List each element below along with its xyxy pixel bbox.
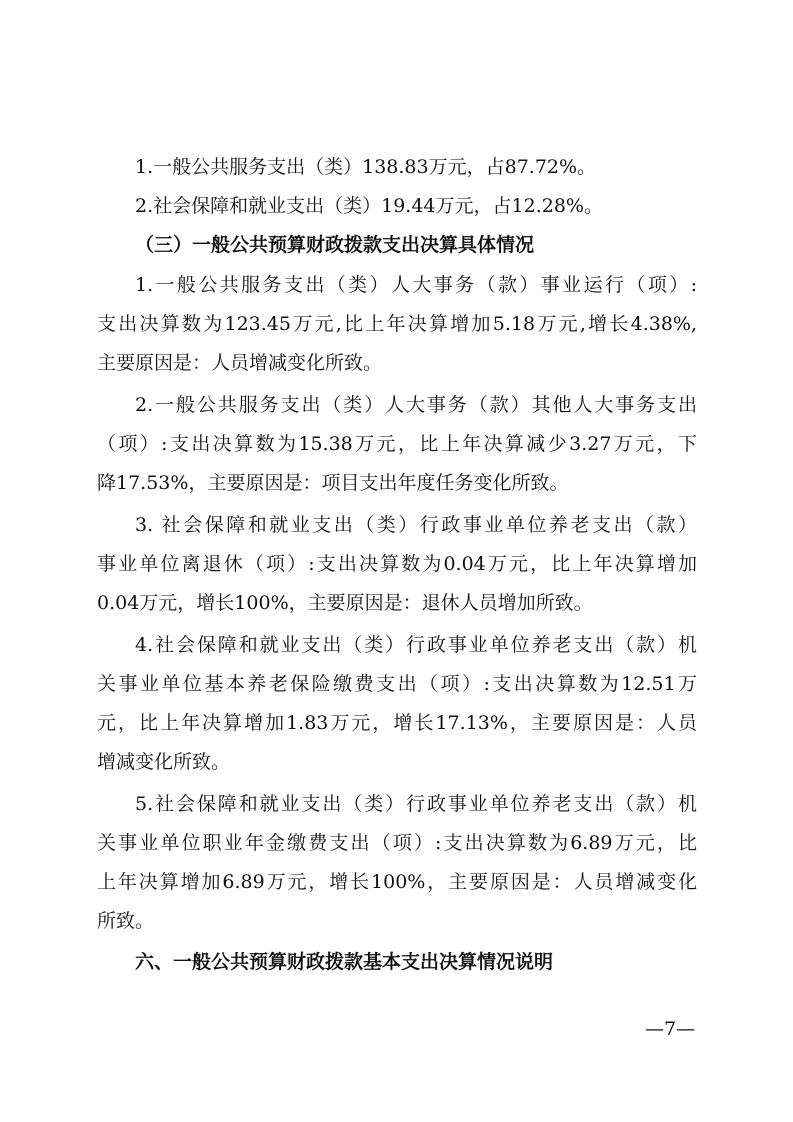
paragraph-line: （项）:支出决算数为15.38万元，比上年决算减少3.27万元，下 <box>97 433 697 455</box>
expenditure-item-social-security: 2.社会保障和就业支出（类）19.44万元，占12.28%。 <box>135 195 603 217</box>
expenditure-item-general-public-services: 1.一般公共服务支出（类）138.83万元，占87.72%。 <box>135 156 597 178</box>
paragraph-line: 增减变化所致。 <box>97 751 231 773</box>
section-heading-basic-expenditure: 六、一般公共预算财政拨款基本支出决算情况说明 <box>135 951 554 973</box>
paragraph-line: 上年决算增加6.89万元，增长100%，主要原因是：人员增减变化 <box>97 871 697 893</box>
paragraph-line: 4.社会保障和就业支出（类）行政事业单位养老支出（款）机 <box>135 634 697 656</box>
paragraph-line: 关事业单位职业年金缴费支出（项）:支出决算数为6.89万元，比 <box>97 832 697 854</box>
paragraph-line: 5.社会保障和就业支出（类）行政事业单位养老支出（款）机 <box>135 793 697 815</box>
paragraph-line: 主要原因是：人员增减变化所致。 <box>97 352 383 374</box>
paragraph-line: 关事业单位基本养老保险缴费支出（项）:支出决算数为12.51万 <box>97 673 697 695</box>
paragraph-line: 支出决算数为123.45万元,比上年决算增加5.18万元,增长4.38%, <box>97 313 697 335</box>
paragraph-line: 3. 社会保障和就业支出（类）行政事业单位养老支出（款） <box>135 514 697 536</box>
paragraph-line: 降17.53%，主要原因是：项目支出年度任务变化所致。 <box>97 472 569 494</box>
subheading-specific-details: （三）一般公共预算财政拨款支出决算具体情况 <box>135 234 535 256</box>
paragraph-line: 所致。 <box>97 910 155 932</box>
page-number: —7— <box>645 1018 696 1040</box>
paragraph-line: 0.04万元，增长100%，主要原因是：退休人员增加所致。 <box>97 592 593 614</box>
paragraph-line: 2.一般公共服务支出（类）人大事务（款）其他人大事务支出 <box>135 394 697 416</box>
paragraph-line: 1.一般公共服务支出（类）人大事务（款）事业运行（项）: <box>135 274 697 296</box>
paragraph-line: 事业单位离退休（项）:支出决算数为0.04万元，比上年决算增加 <box>97 553 697 575</box>
paragraph-line: 元，比上年决算增加1.83万元，增长17.13%，主要原因是：人员 <box>97 712 697 734</box>
